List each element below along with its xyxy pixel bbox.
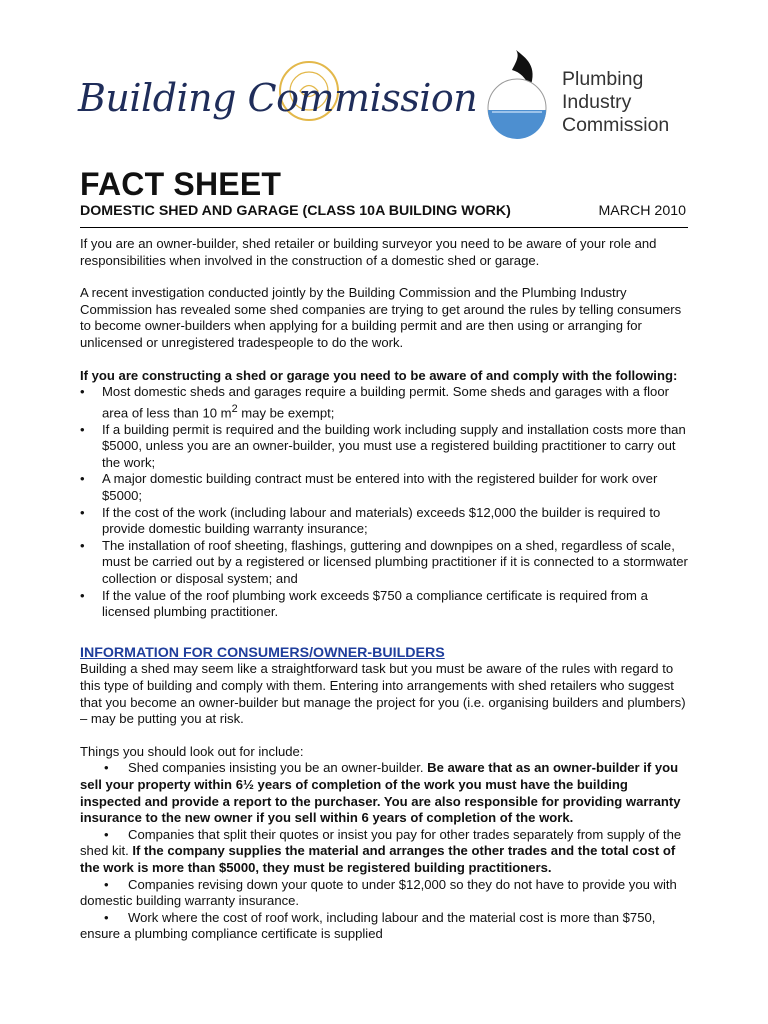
bullet-icon: • bbox=[104, 876, 109, 892]
consumers-section-heading: INFORMATION FOR CONSUMERS/OWNER-BUILDERS bbox=[80, 644, 445, 661]
document-body bbox=[80, 236, 690, 943]
header-logos bbox=[0, 0, 768, 150]
page-title: FACT SHEET bbox=[80, 166, 282, 202]
bullet-icon: • bbox=[104, 909, 109, 925]
subtitle: DOMESTIC SHED AND GARAGE (CLASS 10A BUILDING WORK) bbox=[80, 203, 511, 219]
header-divider bbox=[80, 227, 688, 228]
comply-list bbox=[80, 384, 690, 621]
intro-paragraph-2: A recent investigation conducted jointly by the Building Commission and the Plumbing Industry Commission has revealed some shed companies are trying to get around the rules by telling consumers to become owner-builders when applying for a building permit and are then using or arranging for unlicensed or unregistered tradespeople to do the work. bbox=[80, 285, 682, 350]
list-item: • Shed companies insisting you be an owner-builder. Be aware that as an owner-builder if you sell your property within 6½ years of completion of the work you must have the building inspected and provide a report to the purchaser. You are also responsible for providing warranty insurance to the new owner if you sell within 6 years of completion of the work. bbox=[80, 760, 681, 826]
list-item: • If a building permit is required and the building work including supply and installation costs more than $5000, unless you are an owner-builder, you must use a registered building practitioner to carry out the work; bbox=[80, 421, 686, 470]
list-item: • Companies revising down your quote to under $12,000 so they do not have to provide you with domestic building warranty insurance. bbox=[80, 876, 677, 909]
date: MARCH 2010 bbox=[598, 203, 686, 219]
commission-word: Commission bbox=[562, 114, 670, 136]
bullet-icon: • bbox=[80, 587, 85, 603]
industry-word: Industry bbox=[562, 91, 632, 113]
comply-heading: If you are constructing a shed or garage you need to be aware of and comply with the following: bbox=[80, 367, 678, 383]
bullet-icon: • bbox=[104, 760, 109, 776]
consumers-paragraph-1: Building a shed may seem like a straightforward task but you must be aware of the rules with regard to this type of building and comply with them. Entering into arrangements with shed retailers who suggest that you become an owner-builder but manage the project for you (i.e. organising builders and plumbers) – may be putting you at risk. bbox=[80, 661, 686, 727]
consumers-paragraph-2: Things you should look out for include: bbox=[80, 743, 304, 759]
list-item: • A major domestic building contract must be entered into with the registered builder for work over $5000; bbox=[80, 471, 658, 504]
list-item: • If the cost of the work (including labour and materials) exceeds $12,000 the builder is required to provide domestic building warranty insurance; bbox=[80, 504, 661, 537]
list-item: • The installation of roof sheeting, flashings, guttering and downpipes on a shed, regardless of scale, must be carried out by a registered or licensed plumbing practitioner if it is connected to a stormwater collection or disposal system; and bbox=[80, 537, 688, 587]
bullet-icon: • bbox=[80, 421, 85, 437]
list-item: • Most domestic sheds and garages require a building permit. Some sheds and garages with a floor area of less than 10 $m^2$ may be exempt; bbox=[80, 384, 669, 421]
list-item: • Companies that split their quotes or insist you pay for other trades separately from supply of the shed kit. If the company supplies the material and arranges the other trades and the total cost of the work is more than $5000, they must be registered building practitioners. bbox=[80, 826, 682, 875]
bullet-icon: • bbox=[104, 826, 109, 842]
subtitle-row bbox=[80, 203, 688, 223]
water-drop-icon bbox=[486, 48, 548, 140]
intro-paragraph-1: If you are an owner-builder, shed retailer or building surveyor you need to be aware of your role and responsibilities when involved in the construction of a domestic shed or garage. bbox=[80, 236, 657, 268]
building-commission-wordmark: Building Commission bbox=[78, 76, 478, 120]
building-commission-logo bbox=[78, 60, 478, 130]
list-item: • Work where the cost of roof work, including labour and the material cost is more than $750, ensure a plumbing compliance certificate is supplied bbox=[80, 909, 656, 942]
consumers-list bbox=[80, 760, 690, 943]
list-item: • If the value of the roof plumbing work exceeds $750 a compliance certificate is required from a licensed plumbing practitioner. bbox=[80, 587, 648, 620]
plumbing-industry-commission-logo bbox=[486, 48, 706, 148]
bullet-icon: • bbox=[80, 537, 85, 553]
bullet-icon: • bbox=[80, 504, 85, 520]
plumbing-word: Plumbing bbox=[562, 68, 644, 90]
bullet-icon: • bbox=[80, 471, 85, 487]
plumbing-industry-commission-wordmark bbox=[562, 68, 669, 137]
bullet-icon: • bbox=[80, 384, 85, 400]
